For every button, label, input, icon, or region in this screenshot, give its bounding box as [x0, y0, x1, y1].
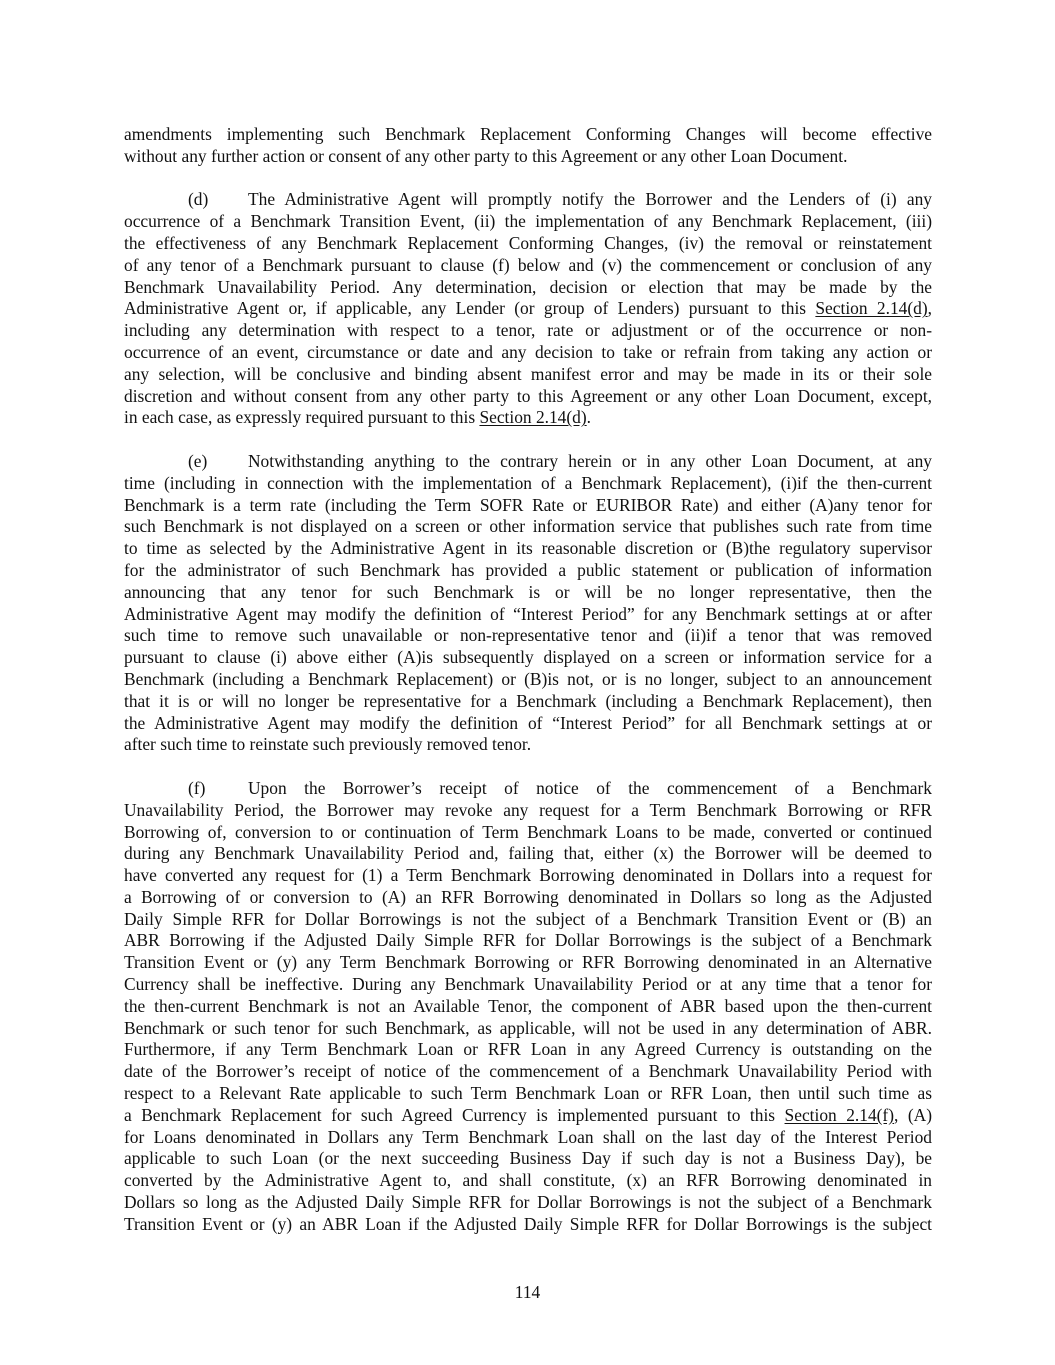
- text-line: [124, 473, 932, 495]
- text-line: [124, 538, 932, 560]
- text-segment: date of the Borrower’s receipt of notice of the commencement of a Benchmark Unavailability Period with: [124, 1061, 932, 1082]
- text-line: [124, 713, 932, 735]
- text-segment: amendments implementing such Benchmark Replacement Conforming Changes will become effective: [124, 124, 932, 144]
- text-line: [124, 1170, 932, 1192]
- text-segment: occurrence of a Benchmark Transition Event, (ii) the implementation of any Benchmark Replacement, (iii): [124, 211, 932, 232]
- text-segment: Daily Simple RFR for Dollar Borrowings is not the subject of a Benchmark Transition Event or (B) an: [124, 908, 932, 929]
- paragraph-d: [124, 189, 932, 429]
- text-line: [124, 255, 932, 277]
- text-segment: converted by the Administrative Agent to, and shall constitute, (x) an RFR Borrowing denominated in: [124, 1170, 932, 1191]
- text-segment: Administrative Agent may modify the definition of “Interest Period” for any Benchmark settings at or after: [124, 603, 932, 624]
- text-line: [124, 1039, 932, 1061]
- text-line: [124, 1061, 932, 1083]
- text-line: [124, 996, 932, 1018]
- text-segment: a Borrowing of or conversion to (A) an RFR Borrowing denominated in Dollars so long as the Adjusted: [124, 886, 932, 907]
- text-segment: Notwithstanding anything to the contrary herein or in any other Loan Document, at any: [248, 450, 932, 471]
- text-segment: during any Benchmark Unavailability Period and, failing that, either (x) the Borrower will be deemed to: [124, 843, 932, 864]
- text-line: [124, 843, 932, 865]
- paragraph-first-line: [124, 778, 932, 800]
- text-line: [124, 233, 932, 255]
- text-segment: the then-current Benchmark is not an Available Tenor, the component of ABR based upon the then-current: [124, 995, 932, 1016]
- text-segment: Benchmark is a term rate (including the Term SOFR Rate or EURIBOR Rate) and either (A)any tenor for: [124, 494, 932, 515]
- text-line: [124, 887, 932, 909]
- text-segment: Benchmark or such tenor for such Benchmark, as applicable, will not be used in any determination of ABR.: [124, 1017, 932, 1038]
- text-line: [124, 124, 932, 146]
- paragraph-label: (f): [188, 777, 206, 798]
- text-line: [124, 691, 932, 713]
- text-line: [124, 516, 932, 538]
- text-segment: including any determination with respect to a tenor, rate or adjustment or of the occurrence or non-: [124, 320, 932, 341]
- paragraph-first-line: [124, 451, 932, 473]
- text-segment: Administrative Agent or, if applicable, any Lender (or group of Lenders) pursuant to this: [124, 298, 816, 319]
- text-segment: applicable to such Loan (or the next succeeding Business Day if such day is not a Business Day), be: [124, 1148, 932, 1169]
- text-line: [124, 1192, 932, 1214]
- page-number: 114: [514, 1282, 541, 1302]
- text-segment: Benchmark Unavailability Period. Any determination, decision or election that may be made by the: [124, 276, 932, 297]
- text-segment: ABR Borrowing if the Adjusted Daily Simple RFR for Dollar Borrowings is the subject of a Benchmark: [124, 930, 932, 951]
- text-segment: .: [586, 407, 592, 428]
- text-line: [124, 211, 932, 233]
- text-line: [124, 1148, 932, 1170]
- text-segment: occurrence of an event, circumstance or date and any decision to take or refrain from taking any action or: [124, 341, 932, 362]
- text-segment: Transition Event or (y) an ABR Loan if the Adjusted Daily Simple RFR for Dollar Borrowings is the subject: [124, 1213, 932, 1234]
- section-reference: Section 2.14(f): [784, 1104, 895, 1125]
- text-segment: for the administrator of such Benchmark has provided a public statement or publication of information: [124, 559, 932, 580]
- text-segment: discretion and without consent from any other party to this Agreement or any other Loan Document, except,: [124, 385, 932, 406]
- text-line: [124, 865, 932, 887]
- text-line: [124, 734, 932, 756]
- line-text: [248, 451, 932, 473]
- paragraph-label: (e): [188, 450, 208, 471]
- text-segment: such time to remove such unavailable or non-representative tenor and (ii)if a tenor that was removed: [124, 625, 932, 646]
- text-line: [124, 298, 932, 320]
- text-segment: without any further action or consent of any other party to this Agreement or any other Loan Document.: [124, 145, 848, 166]
- paragraph-continued: [124, 124, 932, 168]
- text-line: [124, 909, 932, 931]
- text-segment: Upon the Borrower’s receipt of notice of the commencement of a Benchmark: [248, 777, 932, 798]
- section-reference: Section 2.14(d): [479, 407, 587, 428]
- text-segment: any selection, will be conclusive and binding absent manifest error and may be made in its or their sole: [124, 363, 932, 384]
- text-segment: a Benchmark Replacement for such Agreed Currency is implemented pursuant to this: [124, 1104, 785, 1125]
- text-segment: have converted any request for (1) a Term Benchmark Borrowing denominated in Dollars into a request for: [124, 865, 932, 886]
- text-segment: after such time to reinstate such previously removed tenor.: [124, 734, 532, 755]
- text-line: [124, 320, 932, 342]
- line-text: [248, 778, 932, 800]
- text-line: [124, 1018, 932, 1040]
- text-segment: announcing that any tenor for such Benchmark is or will be no longer representative, then the: [124, 581, 932, 602]
- section-reference: Section 2.14(d): [815, 298, 928, 319]
- paragraph-label: (d): [188, 189, 209, 210]
- text-line: [124, 604, 932, 626]
- text-line: [124, 647, 932, 669]
- text-line: [124, 1105, 932, 1127]
- text-line: [124, 1083, 932, 1105]
- text-segment: Transition Event or (y) any Term Benchmark Borrowing or RFR Borrowing denominated in an Alternative: [124, 952, 932, 973]
- paragraph-e: [124, 451, 932, 756]
- text-segment: that it is or will no longer be representative for a Benchmark (including a Benchmark Replacement), then: [124, 690, 932, 711]
- text-line: [124, 1127, 932, 1149]
- text-segment: , (A): [894, 1104, 932, 1125]
- text-line: [124, 495, 932, 517]
- text-line: [124, 342, 932, 364]
- text-segment: to time as selected by the Administrative Agent in its reasonable discretion or (B)the regulatory supervisor: [124, 538, 932, 559]
- text-line: [124, 1214, 932, 1236]
- text-segment: for Loans denominated in Dollars any Term Benchmark Loan shall on the last day of the Interest Period: [124, 1126, 932, 1147]
- document-body: [124, 124, 932, 1257]
- text-segment: in each case, as expressly required pursuant to this: [124, 407, 480, 428]
- text-segment: Borrowing of, conversion to or continuation of Term Benchmark Loans to be made, converted or continued: [124, 821, 932, 842]
- text-line: [124, 822, 932, 844]
- text-segment: such Benchmark is not displayed on a screen or other information service that publishes such rate from time: [124, 516, 932, 537]
- text-line: [124, 146, 932, 168]
- text-line: [124, 364, 932, 386]
- text-line: [124, 277, 932, 299]
- line-text: [248, 189, 932, 211]
- text-segment: the effectiveness of any Benchmark Replacement Conforming Changes, (iv) the removal or reinstatement: [124, 232, 932, 253]
- text-segment: Currency shall be ineffective. During any Benchmark Unavailability Period or at any time that a tenor for: [124, 974, 932, 995]
- text-line: [124, 560, 932, 582]
- paragraph-first-line: [124, 189, 932, 211]
- text-segment: ,: [927, 298, 932, 319]
- text-line: [124, 974, 932, 996]
- text-segment: Benchmark (including a Benchmark Replacement) or (B)is not, or is no longer, subject to an announcement: [124, 668, 932, 689]
- text-line: [124, 952, 932, 974]
- text-line: [124, 407, 932, 429]
- text-segment: Furthermore, if any Term Benchmark Loan or RFR Loan in any Agreed Currency is outstanding on the: [124, 1039, 932, 1060]
- text-line: [124, 625, 932, 647]
- text-segment: of any tenor of a Benchmark pursuant to clause (f) below and (v) the commencement or conclusion of any: [124, 254, 932, 275]
- text-line: [124, 386, 932, 408]
- text-segment: respect to a Relevant Rate applicable to such Term Benchmark Loan or RFR Loan, then until such time as: [124, 1083, 932, 1104]
- text-segment: Unavailability Period, the Borrower may revoke any request for a Term Benchmark Borrowing or RFR: [124, 799, 932, 820]
- text-line: [124, 582, 932, 604]
- text-line: [124, 800, 932, 822]
- text-line: [124, 669, 932, 691]
- text-segment: the Administrative Agent may modify the definition of “Interest Period” for all Benchmark settings at or: [124, 712, 932, 733]
- text-segment: Dollars so long as the Adjusted Daily Simple RFR for Dollar Borrowings is not the subject of a Benchmark: [124, 1192, 932, 1213]
- text-segment: pursuant to clause (i) above either (A)is subsequently displayed on a screen or information service for a: [124, 647, 932, 668]
- paragraph-f: [124, 778, 932, 1236]
- text-segment: time (including in connection with the implementation of a Benchmark Replacement), (i)if the then-current: [124, 472, 932, 493]
- text-segment: The Administrative Agent will promptly notify the Borrower and the Lenders of (i) any: [248, 189, 932, 210]
- text-line: [124, 930, 932, 952]
